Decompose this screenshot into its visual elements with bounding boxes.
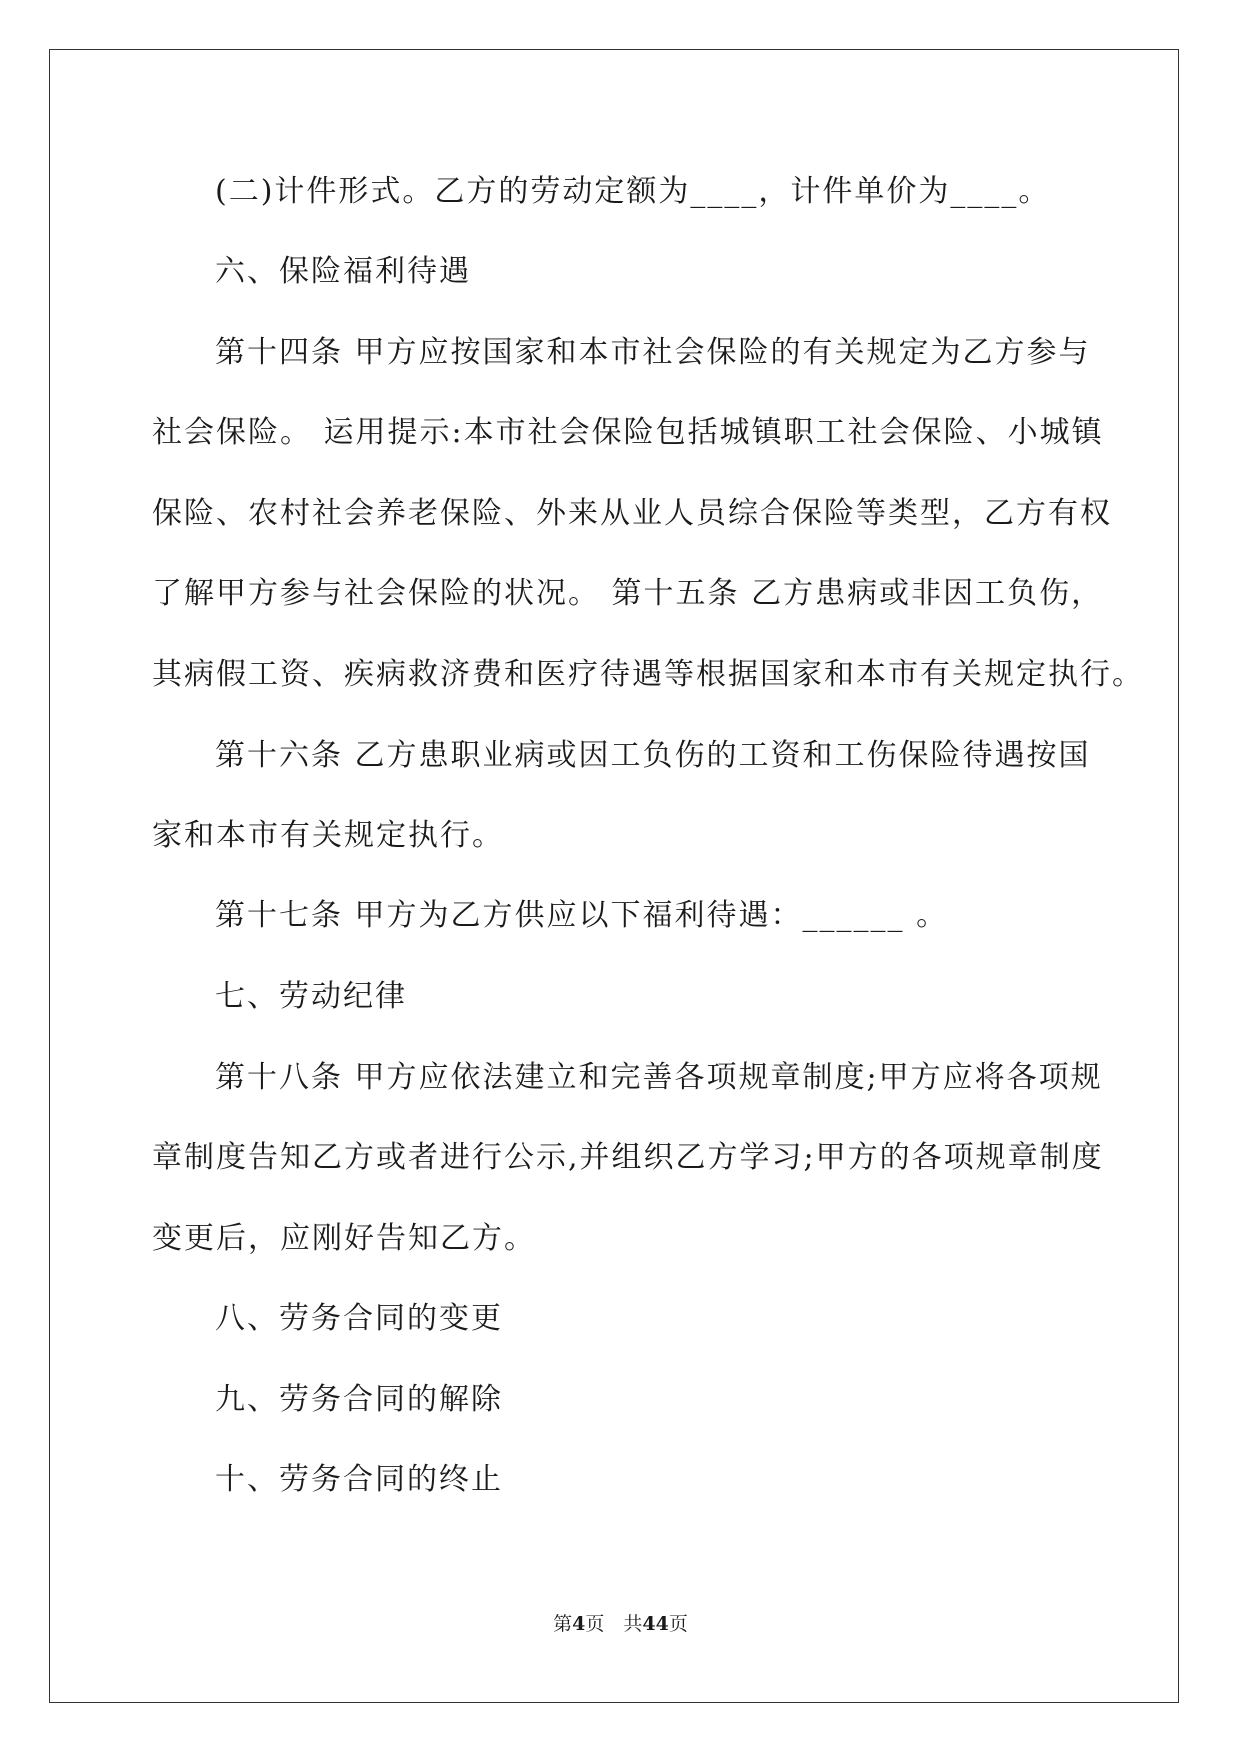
text-line: 家和本市有关规定执行。 [152, 818, 504, 853]
page-mid: 页 共 [585, 1613, 643, 1635]
text-line: (二)计件形式。乙方的劳动定额为____，计件单价为____。 [215, 174, 1051, 209]
text-line: 了解甲方参与社会保险的状况。 第十五条 乙方患病或非因工负伤， [152, 576, 1104, 611]
section-heading-termination: 九、劳务合同的解除 [215, 1382, 503, 1417]
page-prefix: 第 [553, 1613, 573, 1635]
current-page-number: 4 [572, 1613, 586, 1635]
section-heading-insurance: 六、保险福利待遇 [215, 254, 471, 289]
text-line: 社会保险。 运用提示:本市社会保险包括城镇职工社会保险、小城镇 [152, 415, 1104, 450]
text-line: 章制度告知乙方或者进行公示,并组织乙方学习;甲方的各项规章制度 [152, 1140, 1104, 1175]
text-line: 第十八条 甲方应依法建立和完善各项规章制度;甲方应将各项规 [215, 1060, 1103, 1095]
section-heading-discipline: 七、劳动纪律 [215, 979, 407, 1014]
section-heading-end: 十、劳务合同的终止 [215, 1462, 503, 1497]
page-border [49, 49, 1179, 1703]
page-suffix: 页 [668, 1613, 688, 1635]
text-line: 第十七条 甲方为乙方供应以下福利待遇：______ 。 [215, 898, 949, 933]
page-footer [0, 1612, 1241, 1636]
text-line: 保险、农村社会养老保险、外来从业人员综合保险等类型，乙方有权 [152, 496, 1112, 531]
section-heading-change: 八、劳务合同的变更 [215, 1301, 503, 1336]
text-line: 第十四条 甲方应按国家和本市社会保险的有关规定为乙方参与 [215, 335, 1091, 370]
text-line: 第十六条 乙方患职业病或因工负伤的工资和工伤保险待遇按国 [215, 738, 1091, 773]
text-line: 其病假工资、疾病救济费和医疗待遇等根据国家和本市有关规定执行。 [152, 657, 1144, 692]
text-line: 变更后，应刚好告知乙方。 [152, 1221, 536, 1256]
total-page-number: 44 [642, 1613, 669, 1635]
